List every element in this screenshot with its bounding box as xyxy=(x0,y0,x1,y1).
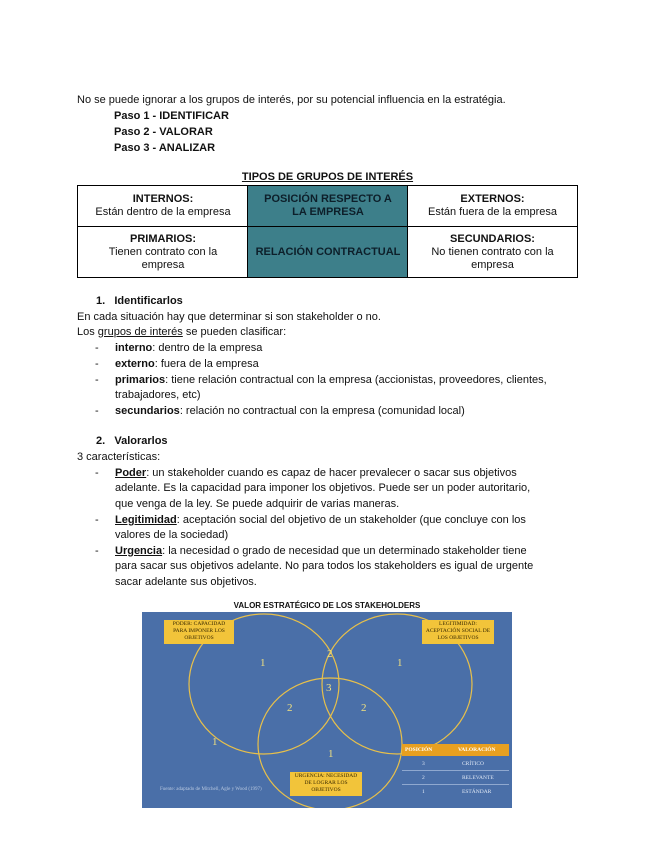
primarios-line-1: Tienen contrato con la xyxy=(108,245,218,258)
relacion-text: RELACIÓN CONTRACTUAL xyxy=(255,245,401,258)
desc: : relación no contractual con la empresa (comunidad local) xyxy=(179,405,465,417)
legend-row xyxy=(402,771,509,785)
posicion-line-2: LA EMPRESA xyxy=(292,206,364,218)
legend-row xyxy=(402,757,509,771)
secundarios-line-1: No tienen contrato con la xyxy=(431,245,554,258)
secundarios-title: SECUNDARIOS: xyxy=(450,232,535,245)
region-number: 1 xyxy=(397,657,403,669)
term: interno xyxy=(115,342,153,354)
desc: : un stakeholder cuando es capaz de hacer prevalecer o sacar sus objetivos xyxy=(146,467,517,479)
grupos-link: grupos de interés xyxy=(97,326,183,338)
legend-header xyxy=(402,744,509,756)
legend-pos: 1 xyxy=(422,789,425,795)
list-item-cont: sacar adelante sus objetivos. xyxy=(115,576,257,588)
list-item: - externo: fuera de la empresa xyxy=(95,358,259,370)
section-2-p1: 3 características: xyxy=(77,451,161,463)
term: Legitimidad xyxy=(115,514,177,526)
desc: : dentro de la empresa xyxy=(152,342,263,354)
region-number: 1 xyxy=(212,736,218,748)
externos-desc: Están fuera de la empresa xyxy=(427,206,558,218)
table-divider xyxy=(407,186,408,277)
term: Poder xyxy=(115,467,147,479)
cell-primarios xyxy=(78,227,248,277)
desc: : la necesidad o grado de necesidad que un determinado stakeholder tiene xyxy=(162,545,527,557)
region-number: 2 xyxy=(327,648,333,660)
list-item-cont: que venga de la ley. Se puede adquirir de varias maneras. xyxy=(115,498,400,510)
desc: : aceptación social del objetivo de un stakeholder (que concluye con los xyxy=(176,514,526,526)
list-item: - Urgencia: la necesidad o grado de necesidad que un determinado stakeholder tiene xyxy=(95,545,527,557)
cell-internos xyxy=(78,186,248,226)
legend-h2: VALORACIÓN xyxy=(458,747,496,753)
step-2: Paso 2 - VALORAR xyxy=(114,126,213,138)
term: secundarios xyxy=(115,405,180,417)
legend-h1: POSICIÓN xyxy=(405,747,433,753)
section-1-heading: 1. Identificarlos xyxy=(96,295,183,307)
list-item: - interno: dentro de la empresa xyxy=(95,342,263,354)
section-1-p2 xyxy=(77,325,286,339)
list-item: - Poder: un stakeholder cuando es capaz de hacer prevalecer o sacar sus objetivos xyxy=(95,467,517,479)
internos-desc: Están dentro de la empresa xyxy=(95,206,231,218)
section-1-p1: En cada situación hay que determinar si son stakeholder o no. xyxy=(77,311,381,323)
region-number: 2 xyxy=(287,702,293,714)
list-item-cont: para sacar sus objetivos adelante. No para todos los stakeholders es igual de urgente xyxy=(115,560,534,572)
region-number: 3 xyxy=(326,682,332,694)
primarios-line-2: empresa xyxy=(141,258,185,271)
posicion-line-1: POSICIÓN RESPECTO A xyxy=(264,193,392,205)
list-item: - Legitimidad: aceptación social del objetivo de un stakeholder (que concluye con los xyxy=(95,514,526,526)
box-legitimidad: LEGITIMIDAD: ACEPTACIÓN SOCIAL DE LOS OBJETIVOS xyxy=(422,620,494,644)
cell-relacion xyxy=(248,227,408,277)
term: primarios xyxy=(115,374,166,386)
venn-figure xyxy=(142,612,512,808)
list-item-cont: trabajadores, etc) xyxy=(115,389,201,401)
region-number: 1 xyxy=(260,657,266,669)
legend-val: CRÍTICO xyxy=(462,761,484,767)
intro-text: No se puede ignorar a los grupos de interés, por su potencial influencia en la estratégia. xyxy=(77,94,506,106)
legend-pos: 2 xyxy=(422,775,425,781)
cell-posicion xyxy=(248,186,408,226)
primarios-title: PRIMARIOS: xyxy=(130,232,196,245)
desc: : fuera de la empresa xyxy=(154,358,259,370)
legend-pos: 3 xyxy=(422,761,425,767)
step-3: Paso 3 - ANALIZAR xyxy=(114,142,216,154)
legend-val: RELEVANTE xyxy=(462,775,494,781)
desc: : tiene relación contractual con la empresa (accionistas, proveedores, clientes, xyxy=(165,374,547,386)
section-2-heading: 2. Valorarlos xyxy=(96,435,168,447)
list-item: - primarios: tiene relación contractual con la empresa (accionistas, proveedores, clientes, xyxy=(95,374,547,386)
region-number: 1 xyxy=(328,748,334,760)
legend-row xyxy=(402,785,509,798)
p2-post: se pueden clasificar: xyxy=(182,326,287,338)
list-item-cont: valores de la sociedad) xyxy=(115,529,229,541)
table-divider xyxy=(247,186,248,277)
legend-table xyxy=(402,744,509,798)
term: Urgencia xyxy=(115,545,163,557)
cell-secundarios xyxy=(408,227,577,277)
table-title: TIPOS DE GRUPOS DE INTERÉS xyxy=(241,171,414,183)
cell-externos xyxy=(408,186,577,226)
figure-footnote: Fuente: adaptado de Mitchell, Agle y Wood (1997) xyxy=(160,787,262,792)
legend-val: ESTÁNDAR xyxy=(462,789,492,795)
secundarios-line-2: empresa xyxy=(471,258,514,271)
region-number: 2 xyxy=(361,702,367,714)
table-divider xyxy=(78,226,577,227)
term: externo xyxy=(115,358,155,370)
box-urgencia: URGENCIA: NECESIDAD DE LOGRAR LOS OBJETIVOS xyxy=(290,772,362,796)
p2-pre: Los xyxy=(77,326,98,338)
list-item: - secundarios: relación no contractual con la empresa (comunidad local) xyxy=(95,405,465,417)
internos-title: INTERNOS: xyxy=(132,193,194,205)
externos-title: EXTERNOS: xyxy=(460,193,525,205)
stakeholder-types-table xyxy=(77,185,578,278)
box-poder: PODER: CAPACIDAD PARA IMPONER LOS OBJETIVOS xyxy=(164,620,234,644)
step-1: Paso 1 - IDENTIFICAR xyxy=(114,110,229,122)
list-item-cont: adelante. Es la capacidad para imponer los objetivos. Puede ser un poder autoritario, xyxy=(115,482,531,494)
figure-title: VALOR ESTRATÉGICO DE LOS STAKEHOLDERS xyxy=(233,601,421,610)
